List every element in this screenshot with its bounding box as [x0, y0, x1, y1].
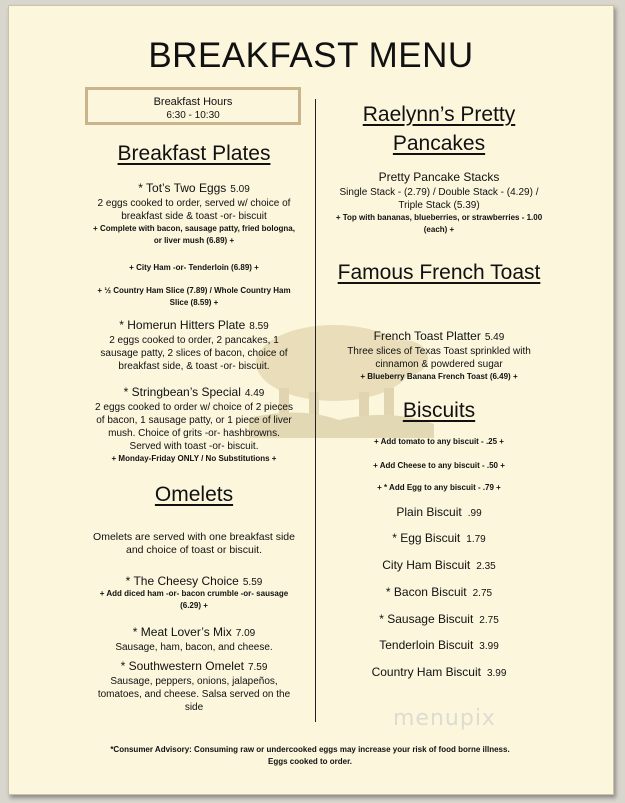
- item-price: 8.59: [249, 321, 269, 332]
- item-name: * The Cheesy Choice: [125, 574, 239, 588]
- hours-label: Breakfast Hours: [153, 96, 233, 108]
- menu-item: [91, 318, 297, 373]
- menu-page: [8, 5, 614, 795]
- menu-item: [333, 329, 545, 383]
- menu-item: [91, 385, 297, 465]
- biscuit-item: [333, 558, 545, 572]
- omelets-intro-text: Omelets are served with one breakfast side and choice of toast or biscuit.: [93, 531, 295, 556]
- item-name: * Homerun Hitters Plate: [119, 318, 246, 332]
- item-price: 7.59: [247, 662, 268, 673]
- item-description: Single Stack - (2.79) / Double Stack - (4.29) / Triple Stack (5.39): [339, 187, 539, 211]
- item-price: 1.79: [466, 534, 486, 545]
- breakfast-plates-heading: Breakfast Plates: [117, 142, 271, 165]
- item-price: 7.09: [235, 628, 256, 639]
- biscuit-item: [333, 531, 545, 545]
- item-note: + Top with bananas, blueberries, or strawberries - 1.00 (each) +: [335, 213, 543, 234]
- consumer-advisory: *Consumer Advisory: Consuming raw or undercooked eggs may increase your risk of food borne illness. Eggs cooked to order.: [110, 745, 510, 766]
- item-price: 2.35: [476, 561, 496, 572]
- biscuit-addon: + Add Cheese to any biscuit - .50 +: [373, 461, 505, 470]
- item-name: * Sausage Biscuit: [379, 612, 474, 626]
- biscuit-item: [333, 638, 545, 652]
- item-name: * Egg Biscuit: [392, 531, 461, 545]
- plates-addon: + ½ Country Ham Slice (7.89) / Whole Country Ham Slice (8.59) +: [97, 286, 291, 307]
- item-description: Sausage, ham, bacon, and cheese.: [115, 642, 273, 653]
- item-price: 2.75: [472, 588, 493, 599]
- biscuit-addon: + * Add Egg to any biscuit - .79 +: [377, 483, 501, 492]
- item-note: + Monday-Friday ONLY / No Substitutions +: [111, 454, 277, 463]
- item-note: + Blueberry Banana French Toast (6.49) +: [360, 372, 518, 381]
- item-name: Plain Biscuit: [396, 505, 462, 519]
- menu-item: [91, 659, 297, 714]
- menu-item: [91, 574, 297, 612]
- omelets-heading: Omelets: [154, 483, 234, 506]
- menu-item: [333, 170, 545, 236]
- menu-item: [91, 181, 297, 247]
- item-name: Tenderloin Biscuit: [379, 638, 474, 652]
- item-price: 3.99: [486, 668, 507, 679]
- item-price: 3.99: [479, 641, 499, 652]
- biscuit-item: [333, 612, 545, 626]
- biscuit-addon: + Add tomato to any biscuit - .25 +: [374, 437, 504, 446]
- item-price: 2.75: [479, 615, 499, 626]
- item-description: Three slices of Texas Toast sprinkled with cinnamon & powdered sugar: [347, 346, 531, 370]
- item-note: + Complete with bacon, sausage patty, fried bologna, or liver mush (6.89) +: [93, 224, 295, 245]
- item-description: 2 eggs cooked to order w/ choice of 2 pieces of bacon, 1 sausage patty, or 1 piece of liver mush. Choice of grits -or- hashbrowns. Served with toast -or- biscuit.: [95, 402, 293, 452]
- item-description: 2 eggs cooked to order, served w/ choice of breakfast side & toast -or- biscuit: [97, 198, 291, 222]
- item-name: City Ham Biscuit: [382, 558, 471, 572]
- menu-item: [91, 625, 297, 654]
- item-name: French Toast Platter: [373, 329, 481, 343]
- biscuits-heading: Biscuits: [402, 399, 476, 422]
- breakfast-hours-box: [85, 87, 301, 125]
- item-name: * Meat Lover’s Mix: [132, 625, 232, 639]
- item-name: * Tot’s Two Eggs: [138, 181, 227, 195]
- biscuit-item: [333, 665, 545, 679]
- item-price: 5.59: [242, 577, 263, 588]
- item-name: * Bacon Biscuit: [385, 585, 467, 599]
- item-note: + Add diced ham -or- bacon crumble -or- sausage (6.29) +: [99, 589, 289, 610]
- column-divider: [315, 99, 316, 722]
- menu-title: BREAKFAST MENU: [148, 36, 474, 75]
- watermark-text: menupix: [393, 706, 496, 731]
- hours-time: 6:30 - 10:30: [166, 110, 220, 121]
- omelets-intro: [91, 529, 297, 557]
- biscuit-item: [333, 505, 545, 519]
- item-price: 5.49: [484, 332, 505, 343]
- french-toast-heading: Famous French Toast: [337, 261, 541, 284]
- item-price: 4.49: [244, 388, 265, 399]
- item-price: 5.09: [230, 184, 250, 195]
- item-name: Country Ham Biscuit: [371, 665, 481, 679]
- pancakes-heading: Raelynn’s Pretty Pancakes: [362, 103, 516, 155]
- item-name: * Southwestern Omelet: [120, 659, 244, 673]
- biscuit-item: [333, 585, 545, 599]
- item-name: Pretty Pancake Stacks: [378, 170, 500, 184]
- item-description: Sausage, peppers, onions, jalapeños, tomatoes, and cheese. Salsa served on the side: [97, 676, 291, 713]
- item-price: .99: [467, 508, 482, 519]
- item-description: 2 eggs cooked to order, 2 pancakes, 1 sausage patty, 2 slices of bacon, choice of breakfast side, & toast -or- biscuit.: [100, 335, 288, 372]
- item-name: * Stringbean’s Special: [123, 385, 241, 399]
- plates-addon: + City Ham -or- Tenderloin (6.89) +: [129, 263, 259, 272]
